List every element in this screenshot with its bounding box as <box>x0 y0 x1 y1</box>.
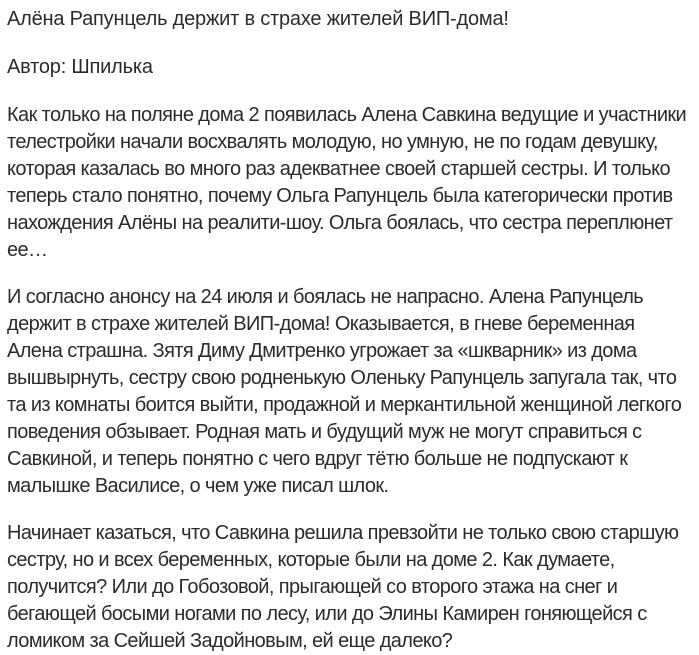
article-paragraph: Начинает казаться, что Савкина решила превзойти не только свою старшую сестру, но и всех беременных, которые были на доме 2. Как думаете, получится? Или до Гобозовой, прыгающей со второго этажа на снег и бегающей босыми ногами по лесу, или до Элины Камирен гоняющейся с ломиком за Сейшей Задойновым, ей еще далеко? <box>7 522 679 652</box>
article-author-line: Автор: Шпилька <box>7 56 153 78</box>
article-title: Алёна Рапунцель держит в страхе жителей ВИП-дома! <box>7 8 509 30</box>
article-paragraph: И согласно анонсу на 24 июля и боялась не напрасно. Алена Рапунцель держит в страхе жителей ВИП-дома! Оказывается, в гневе беременная Алена страшна. Зятя Диму Дмитренко угрожает за «шкварник» из дома вышвырнуть, сестру свою родненькую Оленьку Рапунцель запугала так, что та из комнаты боится выйти, продажной и меркантильной женщиной легкого поведения обзывает. Родная мать и будущий муж не могут справиться с Савкиной, и теперь понятно с чего вдруг тётю больше не подпускают к малышке Василисе, о чем уже писал шлок. <box>7 286 682 497</box>
article-paragraph: Как только на поляне дома 2 появилась Алена Савкина ведущие и участники телестройки начали восхвалять молодую, но умную, не по годам девушку, которая казалась во много раз адекватнее своей старшей сестры. И только теперь стало понятно, почему Ольга Рапунцель была категорически против нахождения Алёны на реалити-шоу. Ольга боялась, что сестра переплюнет ее… <box>7 104 687 261</box>
